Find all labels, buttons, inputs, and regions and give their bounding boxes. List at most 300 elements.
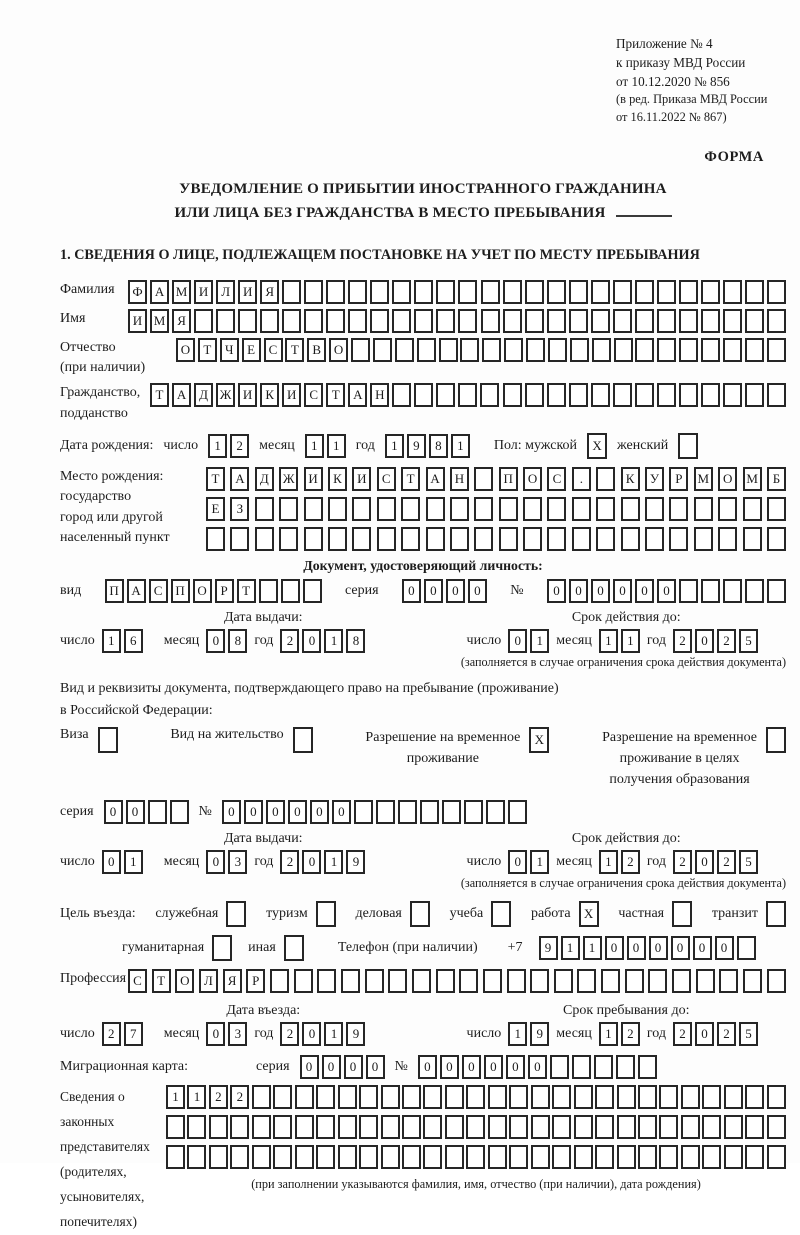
char-cell: 0 bbox=[302, 1022, 321, 1046]
char-cell bbox=[436, 969, 455, 993]
char-cell bbox=[724, 1085, 743, 1109]
valid-until-header: Срок действия до: bbox=[571, 830, 681, 846]
char-cell bbox=[370, 309, 389, 333]
char-cell: П bbox=[171, 579, 190, 603]
residence-number-cells bbox=[222, 800, 527, 824]
year-label: год bbox=[254, 853, 274, 869]
char-cell bbox=[230, 1145, 249, 1169]
char-cell bbox=[745, 383, 764, 407]
char-cell: И bbox=[128, 309, 147, 333]
char-cell bbox=[724, 1115, 743, 1139]
char-cell: 1 bbox=[327, 434, 346, 458]
char-cell: 0 bbox=[440, 1055, 459, 1079]
char-cell: И bbox=[238, 280, 257, 304]
month-label: месяц bbox=[163, 1025, 200, 1041]
char-cell: Т bbox=[237, 579, 256, 603]
purpose-humanitarian-label: гуманитарная bbox=[122, 939, 205, 955]
char-cell bbox=[681, 1115, 700, 1139]
char-cell bbox=[328, 527, 347, 551]
char-cell bbox=[595, 1145, 614, 1169]
char-cell bbox=[259, 579, 278, 603]
char-cell bbox=[701, 309, 720, 333]
char-cell bbox=[577, 969, 596, 993]
char-cell: Ф bbox=[128, 280, 147, 304]
char-cell bbox=[281, 579, 300, 603]
char-cell: 5 bbox=[739, 1022, 758, 1046]
char-cell: 0 bbox=[302, 629, 321, 653]
char-cell bbox=[638, 1085, 657, 1109]
char-cell: 1 bbox=[583, 936, 602, 960]
char-cell: 2 bbox=[280, 629, 299, 653]
char-cell: 2 bbox=[280, 1022, 299, 1046]
char-cell: И bbox=[194, 280, 213, 304]
char-cell bbox=[569, 383, 588, 407]
char-cell bbox=[745, 338, 764, 362]
char-cell bbox=[436, 383, 455, 407]
phone-cells bbox=[539, 936, 756, 960]
char-cell bbox=[499, 497, 518, 521]
char-cell bbox=[723, 280, 742, 304]
char-cell: И bbox=[238, 383, 257, 407]
number-sign: № bbox=[510, 583, 524, 599]
char-cell: 9 bbox=[346, 1022, 365, 1046]
char-cell bbox=[359, 1115, 378, 1139]
char-cell: 0 bbox=[508, 850, 527, 874]
char-cell bbox=[260, 309, 279, 333]
char-cell: О bbox=[175, 969, 194, 993]
char-cell bbox=[466, 1115, 485, 1139]
purpose-business-checkbox bbox=[410, 901, 430, 927]
char-cell: 2 bbox=[717, 629, 736, 653]
char-cell bbox=[370, 280, 389, 304]
char-cell bbox=[679, 309, 698, 333]
char-cell: 1 bbox=[621, 629, 640, 653]
char-cell bbox=[459, 969, 478, 993]
char-cell bbox=[194, 309, 213, 333]
char-cell: 0 bbox=[627, 936, 646, 960]
char-cell bbox=[657, 309, 676, 333]
char-cell: У bbox=[645, 467, 664, 491]
char-cell bbox=[723, 579, 742, 603]
char-cell bbox=[635, 383, 654, 407]
day-label: число bbox=[60, 633, 95, 649]
char-cell bbox=[657, 383, 676, 407]
residence-doc-intro-line2: в Российской Федерации: bbox=[60, 703, 213, 719]
surname-label: Фамилия bbox=[60, 281, 115, 297]
appendix-block bbox=[616, 34, 786, 127]
char-cell bbox=[694, 527, 713, 551]
char-cell bbox=[412, 969, 431, 993]
issue-date-fields bbox=[60, 850, 467, 874]
year-label: год bbox=[355, 438, 375, 454]
valid-day-cells bbox=[508, 850, 549, 874]
char-cell bbox=[669, 527, 688, 551]
char-cell bbox=[723, 338, 742, 362]
day-label: число bbox=[466, 853, 502, 869]
entry-month-cells bbox=[206, 1022, 247, 1046]
char-cell bbox=[481, 309, 500, 333]
char-cell bbox=[681, 1145, 700, 1169]
citizenship-row bbox=[60, 383, 786, 424]
char-cell bbox=[530, 969, 549, 993]
purpose-humanitarian-checkbox bbox=[212, 935, 232, 961]
char-cell: О bbox=[718, 467, 737, 491]
char-cell bbox=[351, 338, 370, 362]
birth-year-cells bbox=[385, 434, 470, 458]
char-cell: 0 bbox=[635, 579, 654, 603]
char-cell bbox=[328, 497, 347, 521]
char-cell bbox=[767, 1145, 786, 1169]
purpose-business-label: деловая bbox=[355, 905, 402, 921]
char-cell bbox=[572, 527, 591, 551]
char-cell: 0 bbox=[657, 579, 676, 603]
surname-cells bbox=[128, 280, 786, 304]
char-cell bbox=[420, 800, 439, 824]
char-cell bbox=[392, 383, 411, 407]
char-cell bbox=[423, 1145, 442, 1169]
char-cell: 0 bbox=[446, 579, 465, 603]
char-cell bbox=[743, 497, 762, 521]
char-cell: 0 bbox=[302, 850, 321, 874]
char-cell: 0 bbox=[126, 800, 145, 824]
char-cell bbox=[414, 383, 433, 407]
purpose-private-checkbox bbox=[672, 901, 692, 927]
char-cell bbox=[216, 309, 235, 333]
char-cell: 0 bbox=[300, 1055, 319, 1079]
issue-month-cells bbox=[206, 850, 247, 874]
purpose-business bbox=[355, 901, 429, 927]
purpose-study-checkbox bbox=[491, 901, 511, 927]
char-cell bbox=[508, 800, 527, 824]
char-cell bbox=[304, 527, 323, 551]
char-cell bbox=[547, 497, 566, 521]
char-cell: 0 bbox=[508, 629, 527, 653]
char-cell bbox=[450, 527, 469, 551]
char-cell bbox=[638, 1145, 657, 1169]
char-cell bbox=[625, 969, 644, 993]
char-cell: 8 bbox=[228, 629, 247, 653]
char-cell: 9 bbox=[530, 1022, 549, 1046]
char-cell bbox=[723, 309, 742, 333]
char-cell bbox=[255, 497, 274, 521]
purpose-transit-checkbox bbox=[766, 901, 786, 927]
amendment-line: (в ред. Приказа МВД России bbox=[616, 92, 768, 107]
patronymic-label-line1: Отчество bbox=[60, 339, 116, 355]
char-cell bbox=[767, 579, 786, 603]
char-cell bbox=[365, 969, 384, 993]
valid-until-header: Срок действия до: bbox=[571, 610, 681, 626]
char-cell: Б bbox=[767, 467, 786, 491]
char-cell bbox=[464, 800, 483, 824]
migration-number-cells bbox=[418, 1055, 657, 1079]
char-cell bbox=[657, 338, 676, 362]
purpose-work-label: работа bbox=[530, 905, 571, 921]
char-cell bbox=[743, 527, 762, 551]
char-cell bbox=[273, 1145, 292, 1169]
char-cell bbox=[98, 727, 118, 753]
legal-reps-label-line: усыновителях, bbox=[60, 1188, 145, 1204]
char-cell bbox=[255, 527, 274, 551]
legal-reps-cells-row3 bbox=[166, 1145, 786, 1169]
char-cell: X bbox=[587, 433, 607, 459]
char-cell bbox=[293, 727, 313, 753]
form-title-line2 bbox=[60, 202, 786, 225]
issue-day-cells bbox=[102, 850, 143, 874]
char-cell bbox=[659, 1115, 678, 1139]
char-cell bbox=[702, 1145, 721, 1169]
char-cell bbox=[552, 1115, 571, 1139]
residence-doc-intro-line1: Вид и реквизиты документа, подтверждающего право на пребывание (проживание) bbox=[60, 681, 559, 697]
char-cell: Я bbox=[172, 309, 191, 333]
valid-day-cells bbox=[508, 629, 549, 653]
char-cell: А bbox=[348, 383, 367, 407]
birth-place-cells-column bbox=[206, 467, 786, 551]
purpose-transit bbox=[712, 901, 786, 927]
char-cell: Я bbox=[223, 969, 242, 993]
char-cell: 2 bbox=[717, 850, 736, 874]
char-cell bbox=[718, 527, 737, 551]
char-cell bbox=[657, 280, 676, 304]
char-cell bbox=[392, 280, 411, 304]
char-cell: Т bbox=[150, 383, 169, 407]
char-cell bbox=[338, 1115, 357, 1139]
char-cell: 0 bbox=[649, 936, 668, 960]
char-cell bbox=[401, 527, 420, 551]
char-cell: 1 bbox=[208, 434, 227, 458]
issue-date-header: Дата выдачи: bbox=[223, 610, 303, 626]
char-cell bbox=[552, 1145, 571, 1169]
char-cell: 8 bbox=[429, 434, 448, 458]
purpose-private-label: частная bbox=[618, 905, 665, 921]
char-cell: 0 bbox=[695, 629, 714, 653]
char-cell: 0 bbox=[695, 850, 714, 874]
purpose-work bbox=[531, 901, 599, 927]
char-cell bbox=[745, 1115, 764, 1139]
char-cell: Т bbox=[326, 383, 345, 407]
purpose-work-checkbox bbox=[579, 901, 599, 927]
appendix-line: от 10.12.2020 № 856 bbox=[616, 74, 730, 90]
citizenship-cells bbox=[150, 383, 786, 407]
char-cell bbox=[423, 1115, 442, 1139]
char-cell bbox=[377, 527, 396, 551]
char-cell bbox=[574, 1145, 593, 1169]
char-cell bbox=[635, 309, 654, 333]
patronymic-cells bbox=[176, 338, 786, 362]
char-cell: 0 bbox=[693, 936, 712, 960]
char-cell bbox=[474, 497, 493, 521]
char-cell bbox=[282, 280, 301, 304]
purpose-study bbox=[450, 901, 512, 927]
title-blank-line bbox=[616, 211, 672, 217]
number-sign: № bbox=[198, 803, 212, 819]
char-cell: К bbox=[328, 467, 347, 491]
char-cell bbox=[645, 527, 664, 551]
char-cell: 0 bbox=[310, 800, 329, 824]
purpose-label: Цель въезда: bbox=[60, 905, 136, 921]
char-cell bbox=[316, 1085, 335, 1109]
char-cell: Т bbox=[152, 969, 171, 993]
char-cell: 1 bbox=[187, 1085, 206, 1109]
char-cell: . bbox=[572, 467, 591, 491]
char-cell bbox=[381, 1115, 400, 1139]
char-cell: П bbox=[105, 579, 124, 603]
char-cell: 0 bbox=[506, 1055, 525, 1079]
char-cell bbox=[574, 1115, 593, 1139]
char-cell bbox=[635, 280, 654, 304]
char-cell: 0 bbox=[322, 1055, 341, 1079]
char-cell: 0 bbox=[104, 800, 123, 824]
gender-female-checkbox bbox=[678, 433, 698, 459]
char-cell bbox=[316, 1145, 335, 1169]
char-cell bbox=[338, 1085, 357, 1109]
char-cell bbox=[596, 467, 615, 491]
char-cell bbox=[426, 527, 445, 551]
valid-until-fields bbox=[467, 850, 786, 874]
char-cell bbox=[230, 527, 249, 551]
residence-doc-dates-row bbox=[60, 831, 786, 874]
patronymic-row bbox=[60, 338, 786, 379]
purpose-transit-label: транзит bbox=[711, 905, 758, 921]
char-cell bbox=[480, 383, 499, 407]
char-cell: 1 bbox=[599, 629, 618, 653]
phone-prefix: +7 bbox=[507, 939, 523, 955]
char-cell bbox=[503, 383, 522, 407]
day-label: число bbox=[60, 853, 95, 869]
char-cell: 0 bbox=[547, 579, 566, 603]
char-cell bbox=[352, 497, 371, 521]
name-cells bbox=[128, 309, 786, 333]
char-cell bbox=[614, 338, 633, 362]
visa-option bbox=[60, 727, 118, 753]
char-cell: 2 bbox=[209, 1085, 228, 1109]
birth-day-cells bbox=[208, 434, 249, 458]
char-cell: С bbox=[547, 467, 566, 491]
char-cell: Т bbox=[401, 467, 420, 491]
char-cell bbox=[376, 800, 395, 824]
legal-reps-label-line: попечителях) bbox=[60, 1213, 137, 1229]
stay-day-cells bbox=[508, 1022, 549, 1046]
char-cell: 0 bbox=[402, 579, 421, 603]
char-cell: 7 bbox=[124, 1022, 143, 1046]
char-cell bbox=[591, 280, 610, 304]
char-cell bbox=[426, 497, 445, 521]
legal-reps-cells-row1 bbox=[166, 1085, 786, 1109]
char-cell bbox=[474, 467, 493, 491]
char-cell: 0 bbox=[266, 800, 285, 824]
birth-place-label-line: Место рождения: bbox=[60, 469, 164, 485]
char-cell bbox=[402, 1085, 421, 1109]
char-cell: 2 bbox=[673, 629, 692, 653]
char-cell: 0 bbox=[288, 800, 307, 824]
char-cell: 0 bbox=[671, 936, 690, 960]
residence-doc-intro bbox=[60, 678, 786, 723]
char-cell: 6 bbox=[124, 629, 143, 653]
char-cell bbox=[531, 1115, 550, 1139]
month-label: месяц bbox=[163, 853, 200, 869]
purpose-service-checkbox bbox=[226, 901, 246, 927]
profession-row bbox=[60, 969, 786, 993]
number-sign: № bbox=[394, 1058, 408, 1074]
char-cell bbox=[745, 280, 764, 304]
valid-until-fields bbox=[467, 629, 786, 653]
char-cell: 0 bbox=[344, 1055, 363, 1079]
form-title bbox=[60, 178, 786, 225]
char-cell: 0 bbox=[528, 1055, 547, 1079]
char-cell: 1 bbox=[451, 434, 470, 458]
char-cell bbox=[304, 497, 323, 521]
issue-month-cells bbox=[206, 629, 247, 653]
char-cell: 1 bbox=[166, 1085, 185, 1109]
valid-year-cells bbox=[673, 629, 758, 653]
char-cell bbox=[547, 309, 566, 333]
char-cell: А bbox=[172, 383, 191, 407]
char-cell bbox=[767, 338, 786, 362]
char-cell bbox=[410, 901, 430, 927]
char-cell: С bbox=[149, 579, 168, 603]
residence-permit-options bbox=[60, 727, 786, 790]
char-cell bbox=[554, 969, 573, 993]
char-cell bbox=[488, 1145, 507, 1169]
day-label: число bbox=[466, 1025, 502, 1041]
char-cell bbox=[767, 497, 786, 521]
year-label: год bbox=[254, 633, 274, 649]
char-cell bbox=[414, 309, 433, 333]
birth-place-label bbox=[60, 467, 206, 548]
char-cell: 1 bbox=[124, 850, 143, 874]
identity-doc-heading: Документ, удостоверяющий личность: bbox=[303, 558, 543, 574]
char-cell bbox=[509, 1145, 528, 1169]
char-cell: 1 bbox=[102, 629, 121, 653]
char-cell bbox=[423, 1085, 442, 1109]
purpose-private bbox=[618, 901, 692, 927]
char-cell bbox=[617, 1115, 636, 1139]
char-cell: 9 bbox=[346, 850, 365, 874]
char-cell: 0 bbox=[605, 936, 624, 960]
char-cell bbox=[488, 1085, 507, 1109]
char-cell bbox=[570, 338, 589, 362]
month-label: месяц bbox=[556, 633, 592, 649]
entry-date-block bbox=[60, 1003, 467, 1046]
char-cell: 1 bbox=[599, 850, 618, 874]
temp-residence-label bbox=[365, 727, 520, 769]
char-cell: Е bbox=[242, 338, 261, 362]
char-cell bbox=[594, 1055, 613, 1079]
birth-place-label-line: населенный пункт bbox=[60, 529, 170, 545]
char-cell: М bbox=[150, 309, 169, 333]
char-cell: 5 bbox=[739, 629, 758, 653]
char-cell: М bbox=[743, 467, 762, 491]
char-cell bbox=[745, 1085, 764, 1109]
char-cell bbox=[352, 527, 371, 551]
profession-cells bbox=[128, 969, 786, 993]
char-cell bbox=[574, 1085, 593, 1109]
char-cell bbox=[354, 800, 373, 824]
gender-female-label: женский bbox=[617, 438, 669, 454]
char-cell bbox=[613, 309, 632, 333]
series-label: серия bbox=[60, 803, 94, 819]
char-cell: 0 bbox=[468, 579, 487, 603]
char-cell bbox=[450, 497, 469, 521]
temp-residence-option bbox=[365, 727, 549, 769]
gender-male-checkbox bbox=[587, 433, 607, 459]
entry-date-header: Дата въезда: bbox=[226, 1002, 301, 1018]
char-cell: 1 bbox=[324, 629, 343, 653]
purpose-tourism-label: туризм bbox=[266, 905, 308, 921]
char-cell bbox=[445, 1145, 464, 1169]
char-cell: Л bbox=[199, 969, 218, 993]
migration-series-cells bbox=[300, 1055, 385, 1079]
stay-month-cells bbox=[599, 1022, 640, 1046]
